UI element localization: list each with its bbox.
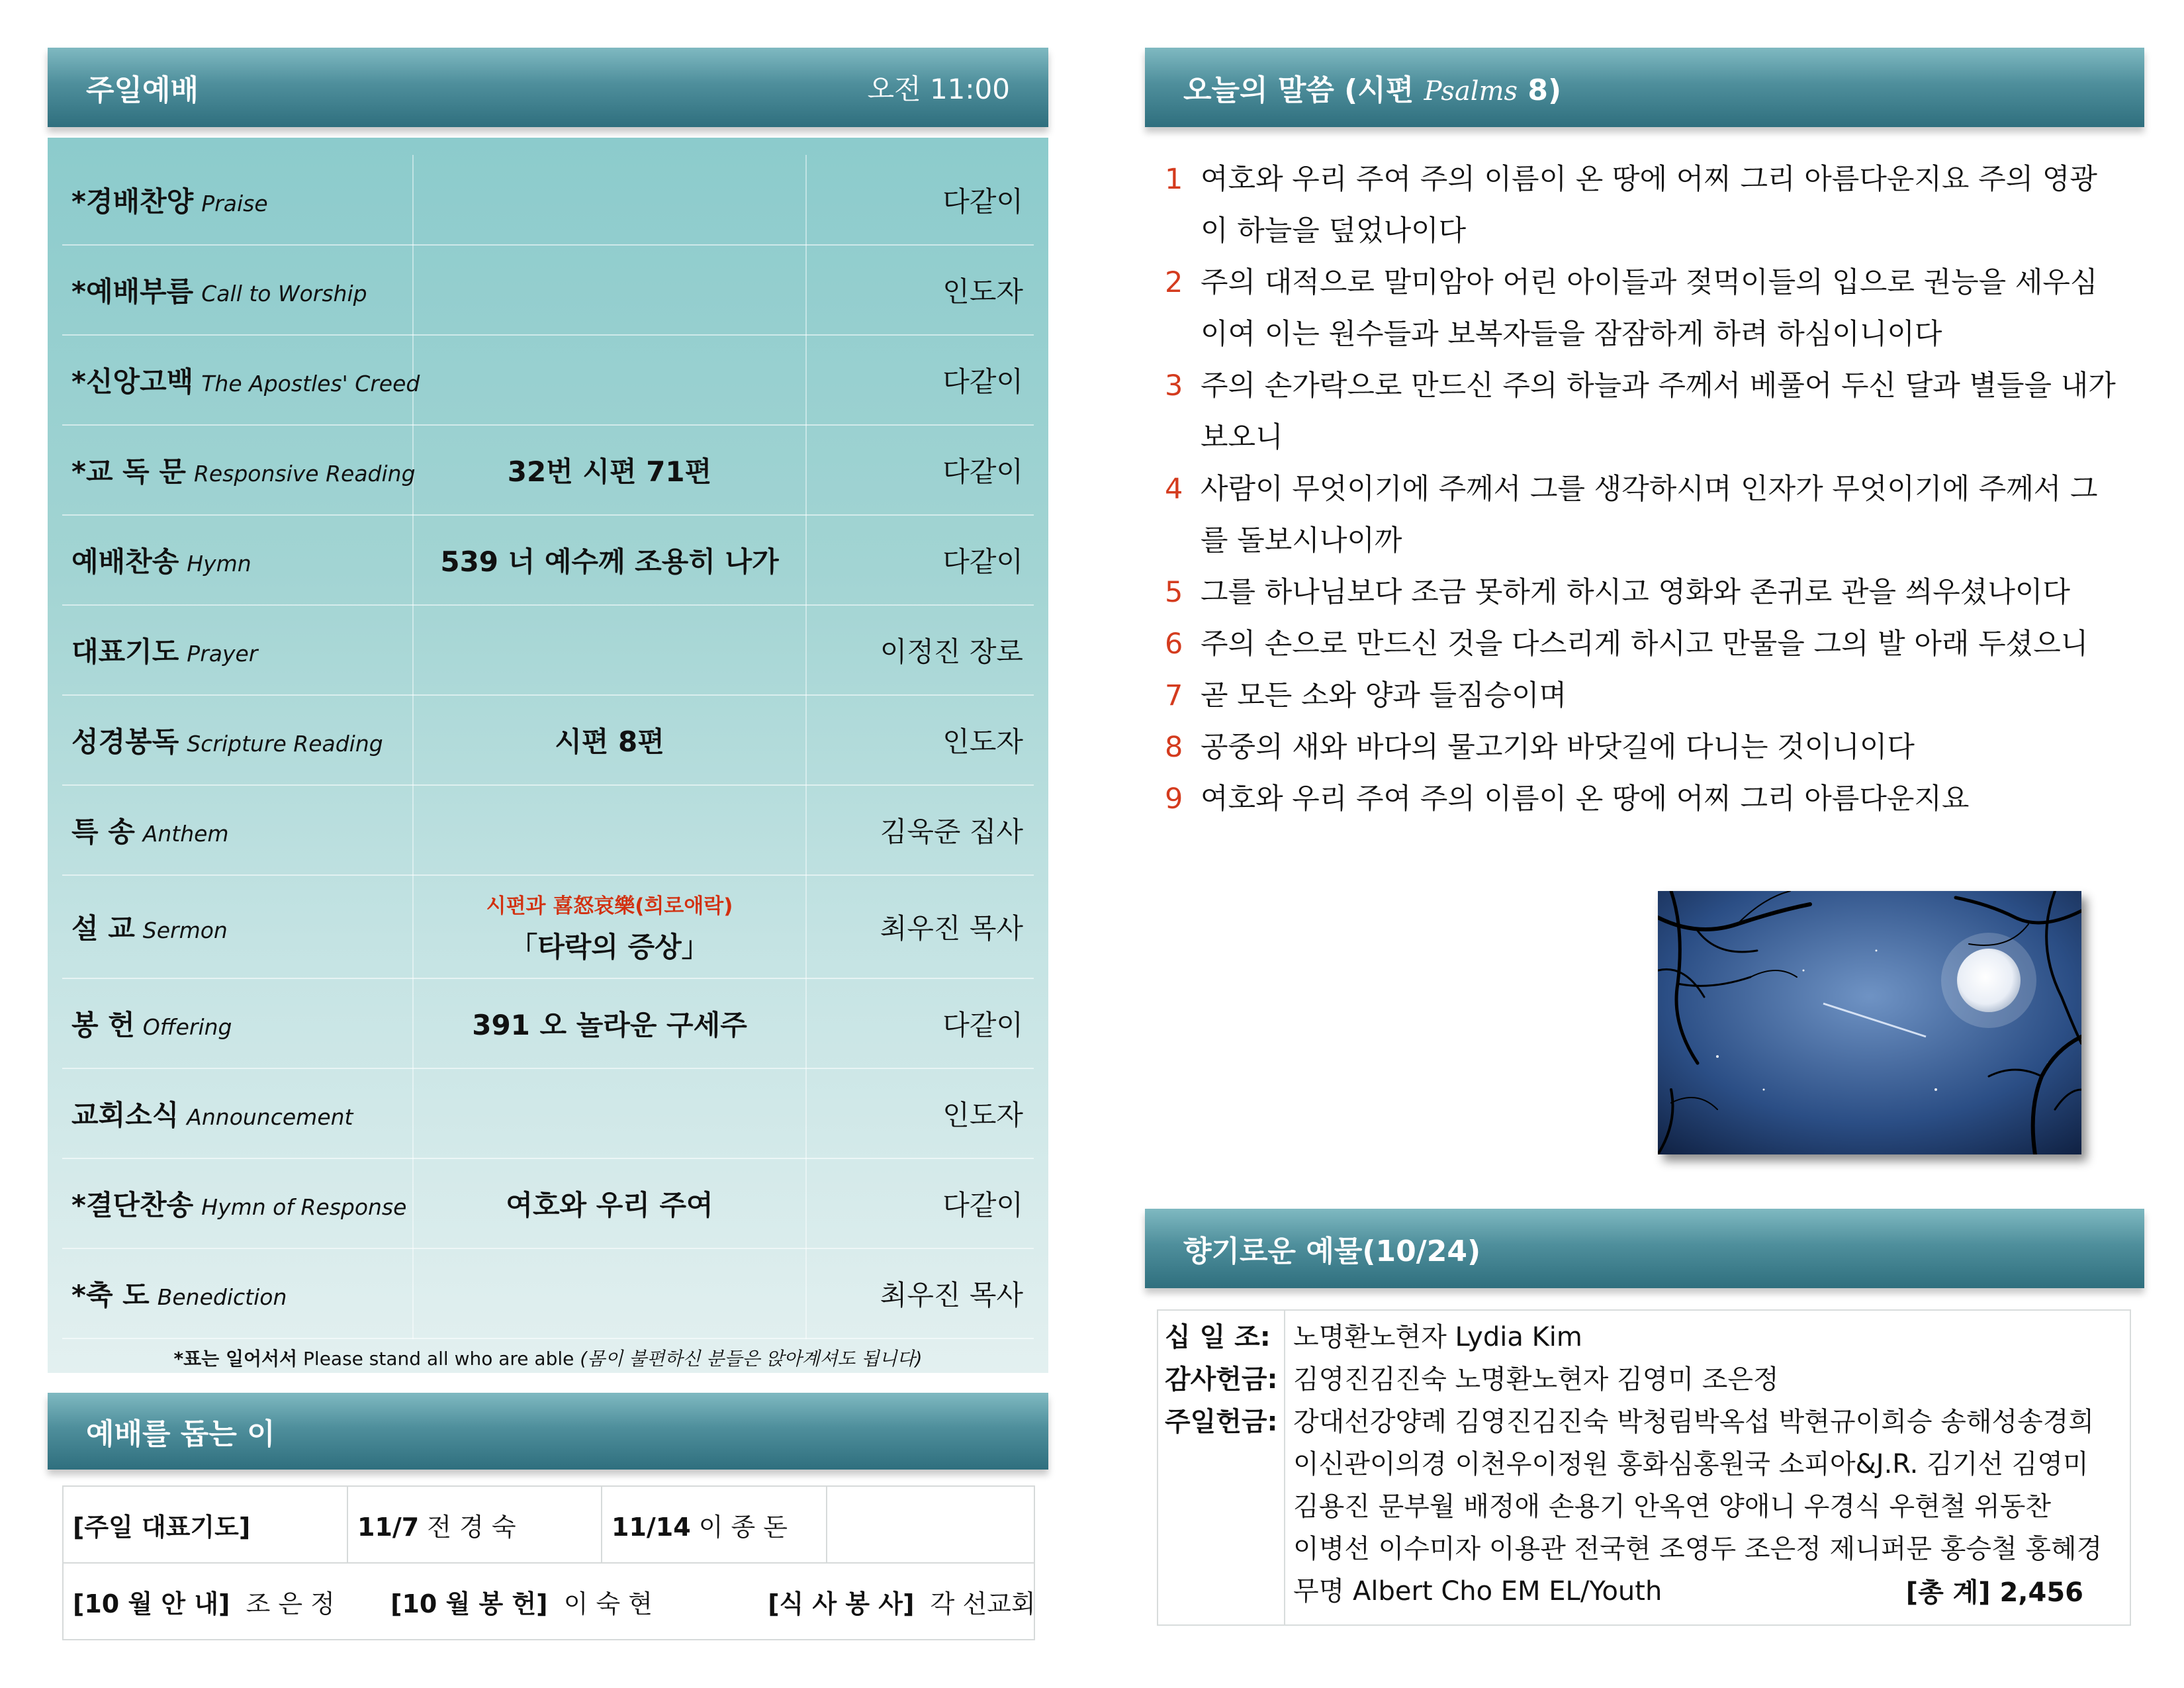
sermon-subtitle: 시편과 喜怒哀樂(희로애락) [486, 894, 733, 918]
order-item-ko: *신앙고백 [71, 365, 194, 398]
service-roles: [10 월 안 내] 조 은 정 [10 월 봉 헌] 이 숙 현 [식 사 봉 사] 각 선교회 [63, 1563, 1034, 1640]
order-item-detail: 32번 시편 71편 [507, 455, 712, 488]
order-item-title [62, 155, 413, 245]
order-item-ko: 교회소식 [71, 1099, 179, 1131]
order-item-content [413, 605, 806, 695]
verse-text: 그를 하나님보다 조금 못하게 하시고 영화와 존귀로 관을 씌우셨나이다 [1201, 576, 2070, 609]
order-item-title [62, 875, 413, 978]
order-item-en: The Apostles' Creed [201, 371, 420, 397]
order-item-detail: 539 너 예수께 조용히 나가 [440, 545, 779, 578]
helpers-row [63, 1563, 1034, 1640]
order-item-title [62, 425, 416, 515]
scripture-title: 오늘의 말씀 (시편 Psalms 8) [1183, 73, 1562, 107]
verse [1165, 618, 2118, 670]
sunday-names-line: 무명 Albert Cho EM EL/Youth [1293, 1576, 1662, 1607]
standing-footnote: *표는 일어서서 Please stand all who are able (몸이 불편하신 분들은 앉아계셔도 됩니다) [173, 1347, 923, 1370]
order-item-en: Benediction [157, 1284, 287, 1310]
order-item-title [62, 1068, 413, 1158]
worship-order-table [62, 155, 1034, 1376]
order-item-en: Responsive Reading [193, 461, 416, 487]
order-item-en: Praise [201, 190, 268, 216]
order-item-title [62, 335, 420, 425]
verse-text: 여호와 우리 주여 주의 이름이 온 땅에 어찌 그리 아름다운지요 주의 영광이 하늘을 덮었나이다 [1201, 163, 2097, 248]
prayer-date-1: 11/7 전 경 숙 [347, 1486, 602, 1563]
helpers-row [63, 1486, 1034, 1563]
offerings-total: [총 계] 2,456 [1905, 1577, 2083, 1608]
verse-number: 3 [1165, 369, 1183, 402]
order-item-leader: 다같이 [806, 425, 1034, 515]
order-item-en: Offering [142, 1014, 232, 1040]
verse-number: 5 [1165, 576, 1183, 609]
order-item-leader: 다같이 [806, 1158, 1034, 1248]
order-item-ko: *축 도 [71, 1279, 150, 1311]
order-item-en: Hymn of Response [201, 1194, 407, 1220]
verse-text: 주의 손으로 만드신 것을 다스리게 하시고 만물을 그의 발 아래 두셨으니 [1201, 628, 2089, 661]
verse-text: 곧 모든 소와 양과 들짐승이며 [1201, 679, 1567, 712]
order-item-en: Sermon [142, 917, 228, 943]
verse [1165, 154, 2118, 257]
worship-title: 주일예배 [86, 73, 199, 107]
verse-text: 여호와 우리 주여 주의 이름이 온 땅에 어찌 그리 아름다운지요 [1201, 782, 1970, 816]
sunday-names-line: 이신관이의경 이천우이정원 홍화심홍원국 소피아&J.R. 김기선 김영미 [1293, 1449, 2089, 1479]
footnote-row [62, 1338, 1034, 1376]
order-item-title [62, 605, 413, 695]
verse-number: 8 [1165, 731, 1183, 764]
order-item-ko: 봉 헌 [71, 1009, 135, 1041]
sunday-label: 주일헌금: [1165, 1407, 1278, 1437]
verse-text: 사람이 무엇이기에 주께서 그를 생각하시며 인자가 무엇이기에 주께서 그를 돌보시나이까 [1201, 473, 2098, 557]
order-row [62, 1068, 1034, 1158]
prayer-label: [주일 대표기도] [63, 1486, 347, 1563]
order-item-title [62, 1158, 413, 1248]
verse [1165, 722, 2118, 773]
order-item-ko: *예배부름 [71, 275, 194, 308]
order-row [62, 785, 1034, 875]
offerings-box [1157, 1309, 2131, 1626]
order-item-ko: *경배찬양 [71, 185, 194, 218]
sunday-names-line: 김용진 문부월 배정애 손용기 안옥연 양애니 우경식 우현철 위동찬 [1293, 1491, 2051, 1522]
order-item-leader: 인도자 [806, 245, 1034, 335]
order-row [62, 425, 1034, 515]
order-item-content [413, 695, 806, 785]
order-item-detail: 여호와 우리 주여 [506, 1189, 713, 1221]
order-item-content [413, 245, 806, 335]
order-item-leader: 인도자 [806, 695, 1034, 785]
order-row [62, 978, 1034, 1068]
order-row [62, 1248, 1034, 1338]
verse [1165, 670, 2118, 722]
order-item-content [413, 335, 806, 425]
verse-number: 2 [1165, 266, 1183, 299]
verse-text: 주의 손가락으로 만드신 주의 하늘과 주께서 베풀어 두신 달과 별들을 내가 보오니 [1201, 369, 2116, 454]
thanks-names: 김영진김진숙 노명환노현자 김영미 조은정 [1293, 1364, 1779, 1395]
verse-number: 1 [1165, 163, 1183, 196]
order-item-leader: 다같이 [806, 155, 1034, 245]
tithe-label: 십 일 조: [1165, 1322, 1271, 1352]
order-item-en: Announcement [187, 1104, 353, 1130]
verse-text: 공중의 새와 바다의 물고기와 바닷길에 다니는 것이니이다 [1201, 731, 1915, 764]
order-item-content [413, 515, 806, 605]
order-item-leader: 김욱준 집사 [806, 785, 1034, 875]
order-item-leader: 다같이 [806, 515, 1034, 605]
helpers-table [62, 1485, 1035, 1640]
order-item-leader: 다같이 [806, 335, 1034, 425]
helpers-title: 예배를 돕는 이 [86, 1417, 275, 1451]
order-item-title [62, 978, 413, 1068]
order-item-leader: 인도자 [806, 1068, 1034, 1158]
order-item-en: Call to Worship [201, 281, 367, 306]
order-item-detail: 시편 8편 [555, 726, 664, 758]
verse-number: 4 [1165, 473, 1183, 506]
order-item-content [413, 785, 806, 875]
order-row [62, 335, 1034, 425]
order-item-detail: 「타락의 증상」 [510, 930, 709, 963]
order-item-ko: *교 독 문 [71, 455, 186, 488]
night-sky-moon-image [1658, 891, 2081, 1154]
verse-number: 6 [1165, 628, 1183, 661]
order-item-content [413, 875, 806, 978]
order-item-content [413, 1068, 806, 1158]
offerings-divider [1284, 1311, 1285, 1624]
order-item-en: Prayer [187, 641, 258, 667]
order-row [62, 515, 1034, 605]
order-item-ko: 대표기도 [71, 635, 179, 668]
scripture-header [1145, 48, 2144, 127]
order-row [62, 605, 1034, 695]
order-item-content [413, 978, 806, 1068]
order-item-content [413, 1158, 806, 1248]
verse-number: 9 [1165, 782, 1183, 816]
order-item-en: Anthem [142, 821, 229, 847]
order-item-detail: 391 오 놀라운 구세주 [472, 1009, 747, 1041]
order-row [62, 245, 1034, 335]
order-item-leader: 이정진 장로 [806, 605, 1034, 695]
order-row [62, 155, 1034, 245]
order-item-leader: 최우진 목사 [806, 1248, 1034, 1338]
tithe-names: 노명환노현자 Lydia Kim [1293, 1322, 1582, 1352]
order-item-title [62, 695, 413, 785]
verse [1165, 773, 2118, 825]
verse-text: 주의 대적으로 말미암아 어린 아이들과 젖먹이들의 입으로 권능을 세우심이여 이는 원수들과 보복자들을 잠잠하게 하려 하심이니이다 [1201, 266, 2098, 351]
order-item-content [413, 155, 806, 245]
order-item-ko: *결단찬송 [71, 1189, 194, 1221]
order-item-title [62, 785, 413, 875]
order-item-ko: 예배찬송 [71, 545, 179, 578]
order-item-leader: 최우진 목사 [806, 875, 1034, 978]
verse [1165, 463, 2118, 567]
order-item-en: Hymn [187, 551, 251, 577]
worship-time: 오전 11:00 [867, 73, 1010, 105]
order-item-content [413, 1248, 806, 1338]
worship-header [48, 48, 1048, 127]
worship-order-panel [48, 138, 1048, 1373]
verse [1165, 567, 2118, 618]
order-item-title [62, 1248, 413, 1338]
order-item-content [413, 425, 806, 515]
order-item-title [62, 515, 413, 605]
verse-number: 7 [1165, 679, 1183, 712]
order-row [62, 875, 1034, 978]
offerings-title: 향기로운 예물(10/24) [1183, 1235, 1481, 1268]
order-row [62, 695, 1034, 785]
order-row [62, 1158, 1034, 1248]
order-item-title [62, 245, 413, 335]
sunday-names-line: 이병선 이수미자 이용관 전국현 조영두 조은정 제니퍼문 홍승철 홍혜경 [1293, 1534, 2103, 1564]
thanks-label: 감사헌금: [1165, 1364, 1278, 1395]
order-item-ko: 성경봉독 [71, 726, 179, 758]
order-item-en: Scripture Reading [187, 731, 383, 757]
order-item-leader: 다같이 [806, 978, 1034, 1068]
verse [1165, 360, 2118, 463]
scripture-verses [1165, 154, 2118, 825]
helpers-empty-cell [827, 1486, 1034, 1563]
helpers-header [48, 1393, 1048, 1470]
offerings-header [1145, 1209, 2144, 1288]
prayer-date-2: 11/14 이 종 돈 [602, 1486, 827, 1563]
verse [1165, 257, 2118, 360]
order-item-ko: 설 교 [71, 912, 135, 945]
sunday-names-line: 강대선강양례 김영진김진숙 박청림박옥섭 박현규이희승 송해성송경희 [1293, 1407, 2095, 1437]
order-item-ko: 특 송 [71, 816, 135, 848]
